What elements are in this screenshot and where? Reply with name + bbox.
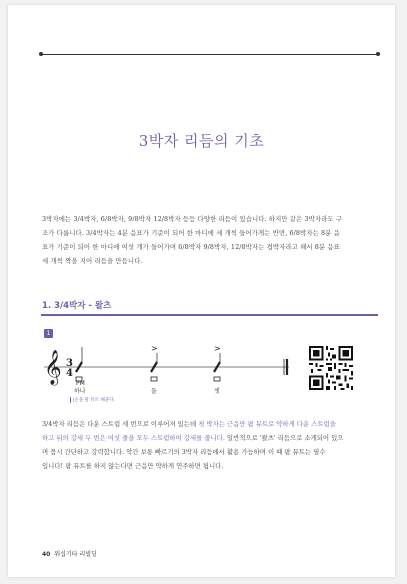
intro-line: 세 개씩 짝을 지어 리듬을 만듭니다. bbox=[42, 257, 143, 265]
book-title: 워십기타 리빌딩 bbox=[54, 551, 97, 558]
highlighted-text: 첫 박자는 근음만 팜 뮤트로 약하게 다운 스트럽을 bbox=[198, 420, 336, 428]
palm-mute-caption: |손을 팔 뮤트 해준다. bbox=[70, 397, 115, 403]
section-rule bbox=[41, 314, 378, 316]
page-footer bbox=[42, 549, 97, 558]
body-line: 3/4박자 리듬은 다운 스트럽 세 번으로 이루어져 있는데 첫 박자는 근음만 팜 뮤트로 약하게 다운 스트럽을 bbox=[42, 420, 336, 428]
time-signature-top: 3 bbox=[66, 358, 73, 369]
accent-mark-icon: > bbox=[214, 344, 221, 353]
count-lyric: 하나 bbox=[74, 388, 86, 395]
body-line: 하고 뒤의 강세 두 번은 여섯 줄을 모두 스트럼하여 강세를 줍니다. 일반적으로 '왈츠' 리듬으로 소개되어 있으 bbox=[42, 434, 344, 442]
downstroke-icon bbox=[151, 377, 157, 381]
highlighted-text: 하고 뒤의 강세 두 번은 여섯 줄을 모두 스트럼하여 강세를 줍니다. bbox=[42, 434, 225, 442]
page-number: 40 bbox=[42, 551, 51, 558]
count-lyric: 둘 bbox=[151, 388, 157, 395]
section-heading: 1. 3/4박자 - 왈츠 bbox=[42, 301, 112, 311]
body-line: 며 몹시 간단하고 강력합니다. 악간 보통 빠르기의 3박자 리듬에서 활용 가능하며 이 때 팜 뮤트는 필수 bbox=[42, 448, 326, 456]
downstroke-icon bbox=[214, 377, 220, 381]
rhythm-notation bbox=[44, 341, 294, 397]
time-signature-bottom: 4 bbox=[66, 368, 73, 379]
top-rule bbox=[41, 54, 378, 55]
body-line: 입니다! 팜 뮤트를 하지 않는다면 근음만 약하게 연주하면 됩니다. bbox=[42, 462, 224, 470]
intro-paragraph bbox=[42, 212, 380, 268]
chapter-title: 3박자 리듬의 기초 bbox=[138, 132, 265, 150]
count-lyric: 셋 bbox=[214, 388, 220, 395]
accent-mark-icon: > bbox=[151, 344, 158, 353]
example-number-badge: 1 bbox=[44, 329, 53, 338]
intro-line: 표가 기준이 되어 한 마디에 여섯 개가 들어가며 6/8박자 9/8박자, 12/8박자는 겹박자라고 해서 8분 음표 bbox=[42, 243, 340, 251]
body-paragraph bbox=[42, 417, 380, 473]
qr-code-icon[interactable] bbox=[309, 346, 353, 390]
palm-mute-mark: PM bbox=[76, 380, 85, 387]
rule-dot-right bbox=[376, 52, 380, 56]
book-page bbox=[8, 5, 395, 577]
intro-line: 3박자에는 3/4박자, 6/8박자, 9/8박자 12/8박자 등등 다양한 리듬이 있습니다. 하지만 같은 3박자라도 구 bbox=[42, 215, 343, 223]
treble-clef-icon: 𝄞 bbox=[44, 350, 62, 385]
intro-line: 조가 다릅니다. 3/4박자는 4분 음표가 기준이 되어 한 마디에 세 개씩 들어가게는 반면, 6/8박자는 8분 음 bbox=[42, 229, 340, 237]
